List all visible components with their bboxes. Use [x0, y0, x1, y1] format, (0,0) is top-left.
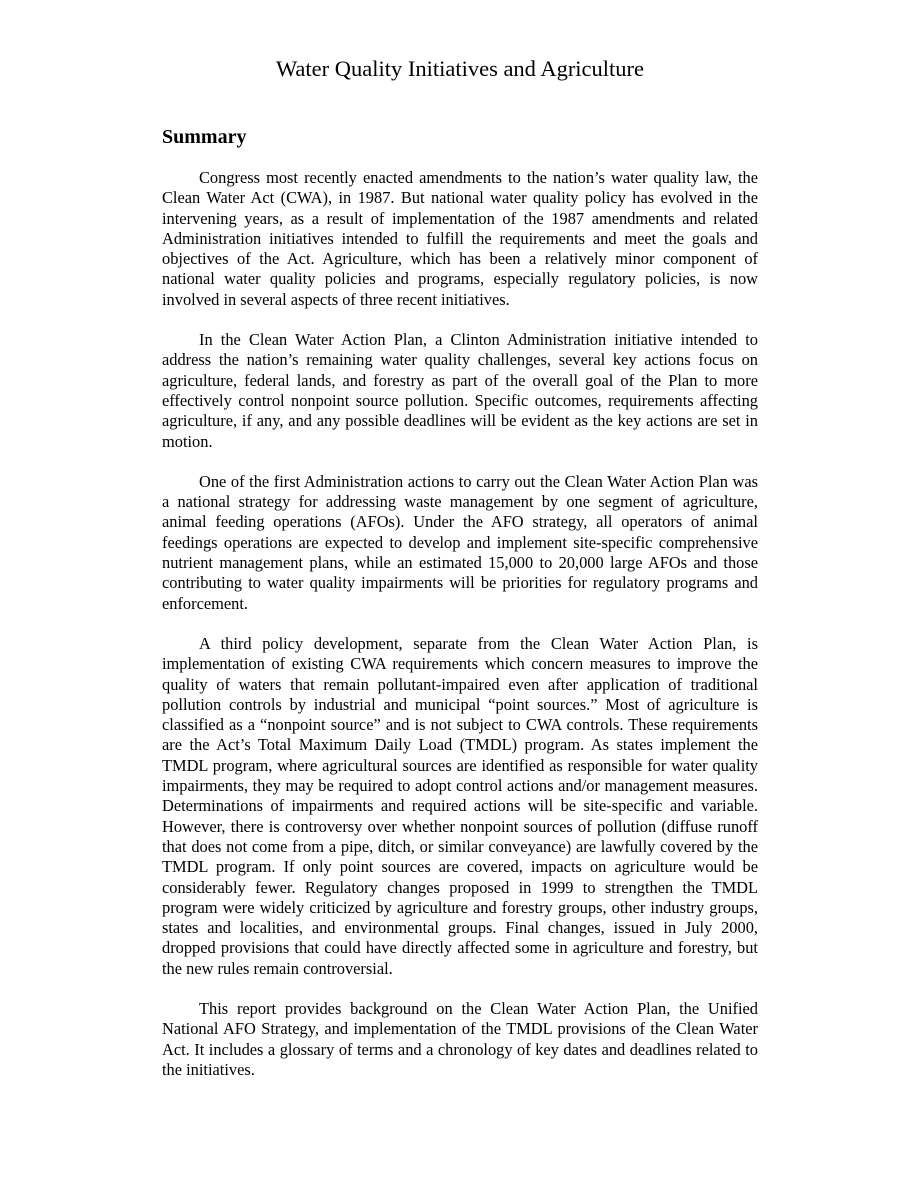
section-heading-summary: Summary	[162, 126, 247, 148]
summary-body	[162, 168, 758, 1100]
paragraph-2: In the Clean Water Action Plan, a Clinton Administration initiative intended to address the nation’s remaining water quality challenges, several key actions focus on agriculture, federal lands, and forestry as part of the overall goal of the Plan to more effectively control nonpoint source pollution. Specific outcomes, requirements affecting agriculture, if any, and any possible deadlines will be evident as the key actions are set in motion.	[162, 330, 758, 451]
document-title: Water Quality Initiatives and Agriculture	[275, 56, 645, 81]
paragraph-5: This report provides background on the Clean Water Action Plan, the Unified National AFO Strategy, and implementation of the TMDL provisions of the Clean Water Act. It includes a glossary of terms and a chronology of key dates and deadlines related to the initiatives.	[162, 998, 758, 1079]
paragraph-4: A third policy development, separate from the Clean Water Action Plan, is implementation of existing CWA requirements which concern measures to improve the quality of waters that remain pollutant-impaired even after application of traditional pollution controls by industrial and municipal “point sources.” Most of agriculture is classified as a “nonpoint source” and is not subject to CWA controls. These requirements are the Act’s Total Maximum Daily Load (TMDL) program. As states implement the TMDL program, where agricultural sources are identified as responsible for water quality impairments, they may be required to adopt control actions and/or management measures. Determinations of impairments and required actions will be site-specific and variable. However, there is controversy over whether nonpoint sources of pollution (diffuse runoff that does not come from a pipe, ditch, or similar conveyance) are lawfully covered by the TMDL program. If only point sources are covered, impacts on agriculture would be considerably fewer. Regulatory changes proposed in 1999 to strengthen the TMDL program were widely criticized by agriculture and forestry groups, other industry groups, states and localities, and environmental groups. Final changes, issued in July 2000, dropped provisions that could have directly affected some in agriculture and forestry, but the new rules remain controversial.	[162, 633, 758, 978]
paragraph-1: Congress most recently enacted amendments to the nation’s water quality law, the Clean Water Act (CWA), in 1987. But national water quality policy has evolved in the intervening years, as a result of implementation of the 1987 amendments and related Administration initiatives intended to fulfill the requirements and meet the goals and objectives of the Act. Agriculture, which has been a relatively minor component of national water quality policies and programs, especially regulatory policies, is now involved in several aspects of three recent initiatives.	[162, 168, 758, 309]
paragraph-3: One of the first Administration actions to carry out the Clean Water Action Plan was a national strategy for addressing waste management by one segment of agriculture, animal feeding operations (AFOs). Under the AFO strategy, all operators of animal feedings operations are expected to develop and implement site-specific comprehensive nutrient management plans, while an estimated 15,000 to 20,000 large AFOs and those contributing to water quality impairments will be priorities for regulatory programs and enforcement.	[162, 471, 758, 613]
